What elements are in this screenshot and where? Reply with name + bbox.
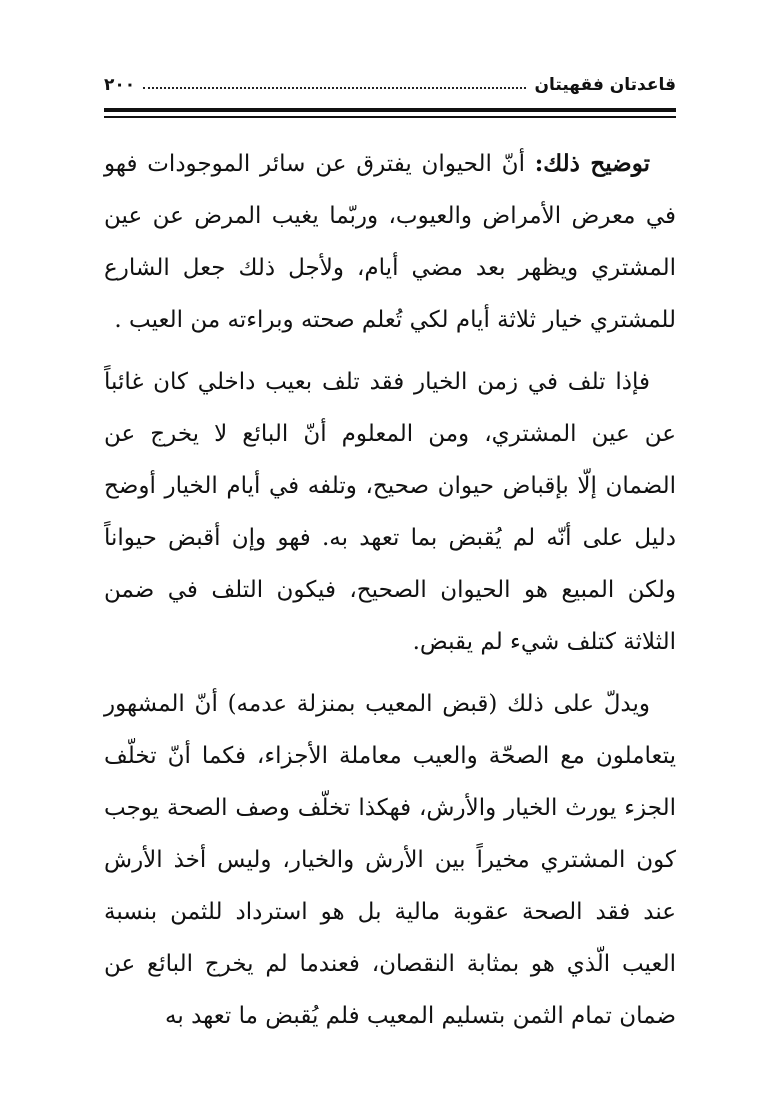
paragraph-2 <box>104 356 676 668</box>
body-text <box>104 138 676 1052</box>
paragraph-3 <box>104 678 676 1042</box>
paragraph-text: فإذا تلف في زمن الخيار فقد تلف بعيب داخلي كان غائباً عن عين المشتري، ومن المعلوم أنّ البائع لا يخرج عن الضمان إلّا بإقباض حيوان صحيح، وتلفه في أيام الخيار أوضح دليل على أنّه لم يُقبض بما تعهد به. فهو وإن أقبض حيواناً ولكن المبيع هو الحيوان الصحيح، فيكون التلف في ضمن الثلاثة كتلف شيء لم يقبض. <box>104 369 676 655</box>
paragraph-lead: توضيح ذلك: <box>534 150 650 177</box>
running-title: ٢٠٠ <box>104 75 136 95</box>
page-header <box>104 70 676 100</box>
paragraph-text: أنّ الحيوان يفترق عن سائر الموجودات فهو في معرض الأمراض والعيوب، وربّما يغيب المرض عن عين المشتري ويظهر بعد مضي أيام، ولأجل ذلك جعل الشارع للمشتري خيار ثلاثة أيام لكي تُعلم صحته وبراءته من العيب . <box>104 151 676 333</box>
paragraph-text: ويدلّ على ذلك (قبض المعيب بمنزلة عدمه) أنّ المشهور يتعاملون مع الصحّة والعيب معاملة الأجزاء، فكما أنّ تخلّف الجزء يورث الخيار والأرش، فهكذا تخلّف وصف الصحة يوجب كون المشتري مخيراً بين الأرش والخيار، وليس أخذ الأرش عند فقد الصحة عقوبة مالية بل هو استرداد للثمن بنسبة العيب الّذي هو بمثابة النقصان، فعندما لم يخرج البائع عن ضمان تمام الثمن بتسليم المعيب فلم يُقبض ما تعهد به <box>104 691 676 1029</box>
page-number: قاعدتان فقهيتان <box>534 75 676 95</box>
header-dot-leader <box>143 87 526 89</box>
paragraph-1 <box>104 138 676 346</box>
header-rule-thin <box>104 116 676 118</box>
header-rule-thick <box>104 108 676 112</box>
